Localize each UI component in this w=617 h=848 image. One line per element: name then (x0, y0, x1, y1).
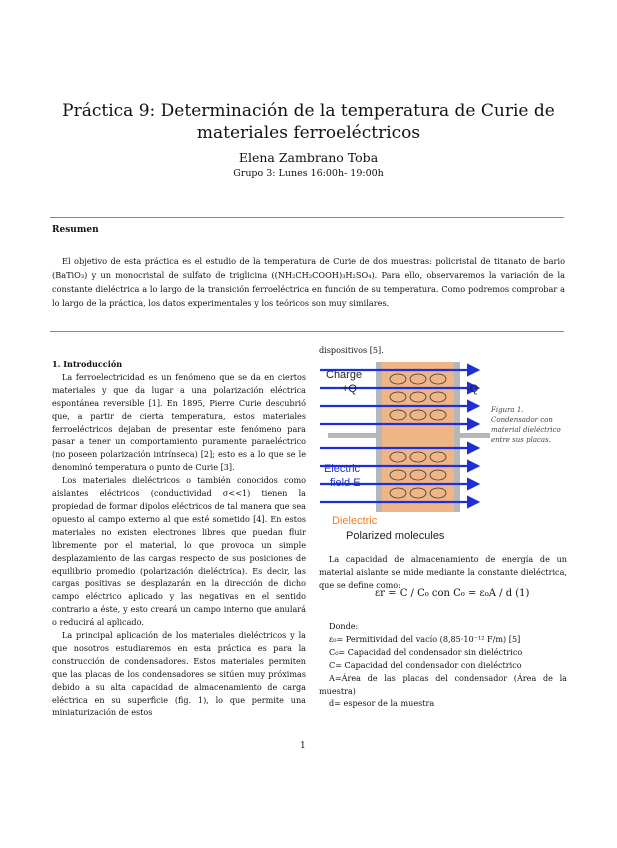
definition-item: d= espesor de la muestra (329, 698, 435, 709)
author-name: Elena Zambrano Toba (238, 150, 379, 165)
divider-bottom (50, 331, 564, 332)
paragraph: Los materiales dieléctricos o también conocidos como aislantes eléctricos (conductividad σ<<1) tienen la propiedad de formar dipolos eléctricos de tal manera que sea opuesto al campo externo al que esté sometido [4]. En estos materiales no existen electrones libres que puedan fluir libremente por el material, lo que provoca un simple desplazamiento de las cargas respecto de sus posiciones de equilibrio promedio (polarización dieléctrica). Es decir, las cargas positivas se desplazarán en la dirección de dicho campo eléctrico aplicado y las negativas en el sentido contrario a éste, y esto creará un campo interno que anulará o reducirá al aplicado. (52, 475, 306, 628)
divider-top (50, 217, 564, 218)
equation-1: εr = C / C₀ con C₀ = ε₀A / d (1) (375, 588, 530, 599)
label-polarized: Polarized molecules (346, 530, 445, 542)
label-electric: Electric (324, 463, 361, 475)
right-plate (454, 362, 460, 512)
definition-item: ε₀= Permitividad del vacío (8,85·10⁻¹² F/m) [5] (329, 633, 521, 644)
left-column (52, 358, 306, 719)
page-number: 1 (300, 741, 306, 751)
right-wire (460, 433, 490, 438)
definition-item: C= Capacidad del condensador con dieléctrico (329, 659, 522, 670)
label-field: field E (330, 477, 361, 489)
label-dielectric: Dielectric (332, 515, 378, 527)
capacitor-figure (318, 360, 490, 546)
paragraph: La ferroelectricidad es un fenómeno que se da en ciertos materiales y que da lugar a una polarización eléctrica espontánea reversible [1]. En 1895, Pierre Curie descubrió que, a partir de cierta temperatura, estos materiales ferroeléctricos dejaban de presentar este fenómeno para pasar a tener un comportamiento puramente paraeléctrico (no poseen polarización intrínseca) [2]; esto es a lo que se le denominó temperatura o punto de Curie [3]. (52, 371, 306, 473)
left-wire (328, 433, 376, 438)
definitions (319, 620, 567, 710)
right-column-top (319, 344, 567, 357)
paragraph: La principal aplicación de los materiales dieléctricos y la que nosotros estudiaremos en esta práctica es para la construcción de condensadores. Estos materiales permiten que las placas de los condensadores se sitúen muy próximas debido a su alta capacidad de almacenamiento de carga eléctrica en su superficie (fig. 1), lo que permite una miniaturización de estos (52, 630, 306, 718)
right-column-body (319, 553, 567, 592)
paragraph: La capacidad de almacenamiento de energía de un material aislante se mide mediante la constante dieléctrica, que se define como: (319, 554, 567, 590)
section-heading: 1. Introducción (52, 359, 123, 369)
donde-label: Donde: (329, 621, 359, 631)
paragraph-continuation: dispositivos [5]. (319, 345, 384, 355)
label-plus-q: +Q (342, 383, 357, 395)
definition-item: C₀= Capacidad del condensador sin dieléctrico (329, 646, 523, 657)
left-plate (376, 362, 382, 512)
abstract-heading: Resumen (52, 225, 99, 235)
abstract-text: El objetivo de esta práctica es el estudio de la temperatura de Curie de dos muestras: policristal de titanato de bario (BaTiO₃) y un monocristal de sulfato de triglicina ((NH₂CH₂COOH)₃H₂SO₄). Para ello, observaremos la variación de la constante dieléctrica a lo largo de la transición ferroeléctrica en función de su temperatura. Como podremos comprobar a lo largo de la práctica, los datos experimentales y los teóricos son muy similares. (52, 256, 565, 308)
page-title: Práctica 9: Determinación de la temperatura de Curie de materiales ferroeléctricos (62, 101, 555, 143)
definition-item: A=Área de las placas del condensador (Área de la muestra) (319, 672, 567, 696)
label-charge: Charge (326, 369, 363, 381)
figure-caption: Figura 1. Condensador con material dieléctrico entre sus placas. (491, 406, 561, 444)
label-minus-q: -Q (466, 383, 479, 395)
group-info: Grupo 3: Lunes 16:00h- 19:00h (233, 168, 384, 179)
